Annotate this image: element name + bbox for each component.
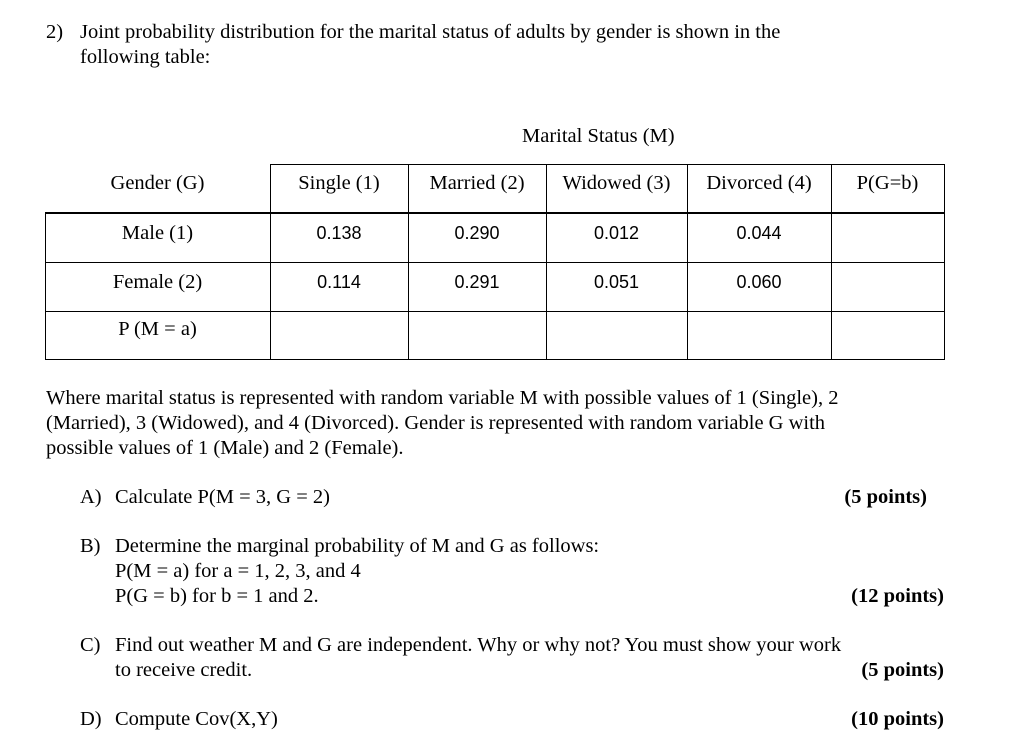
table-border-left <box>45 212 46 360</box>
part-d-points: (10 points) <box>851 708 944 730</box>
row-label-pm: P (M = a) <box>118 318 197 340</box>
part-c-points: (5 points) <box>861 659 944 681</box>
table-border-bottom <box>45 359 945 360</box>
table-cell <box>831 311 944 360</box>
col-header-married: Married (2) <box>429 172 525 194</box>
table-col-divider <box>687 164 688 360</box>
question-text-line2: following table: <box>80 46 211 68</box>
row-label-male: Male (1) <box>121 222 194 244</box>
question-text-line1: Joint probability distribution for the marital status of adults by gender is shown in the <box>80 21 781 43</box>
table-cell <box>408 311 546 360</box>
part-c-text: Find out weather M and G are independent. Why or why not? You must show your work <box>115 634 842 656</box>
table-cell: 0.060 <box>736 272 782 292</box>
table-cell: 0.290 <box>454 223 500 243</box>
description-line1: Where marital status is represented with random variable M with possible values of 1 (Single), 2 <box>46 387 839 409</box>
description-line2: (Married), 3 (Widowed), and 4 (Divorced). Gender is represented with random variable G with <box>46 412 826 434</box>
table-cell <box>831 262 944 311</box>
table-cell: 0.044 <box>736 223 782 243</box>
table-cell: 0.051 <box>593 272 640 292</box>
part-b-text: Determine the marginal probability of M and G as follows: <box>115 535 600 557</box>
table-cell: 0.114 <box>317 272 361 292</box>
table-cell: 0.138 <box>316 223 362 243</box>
row-header-label: Gender (G) <box>110 172 205 194</box>
table-cell <box>546 311 687 360</box>
part-b-sub1: P(M = a) for a = 1, 2, 3, and 4 <box>115 560 361 582</box>
col-header-single: Single (1) <box>298 172 380 194</box>
part-a-letter: A) <box>80 486 102 508</box>
row-label-female: Female (2) <box>112 271 203 293</box>
table-rule <box>45 262 945 263</box>
col-header-pgb: P(G=b) <box>856 172 919 194</box>
table-cell: 0.012 <box>593 223 640 243</box>
table-group-header: Marital Status (M) <box>522 125 675 147</box>
table-border-right <box>944 164 945 360</box>
part-a-text: Calculate P(M = 3, G = 2) <box>115 486 330 508</box>
part-c-letter: C) <box>80 634 101 656</box>
table-rule <box>45 212 945 214</box>
part-b-letter: B) <box>80 535 101 557</box>
col-header-divorced: Divorced (4) <box>706 172 812 194</box>
table-cell <box>687 311 831 360</box>
table-border-top <box>270 164 945 165</box>
part-b-sub2: P(G = b) for b = 1 and 2. <box>115 585 319 607</box>
part-a-points: (5 points) <box>844 486 927 508</box>
part-d-letter: D) <box>80 708 102 730</box>
table-col-divider <box>831 164 832 360</box>
question-number: 2) <box>46 21 64 43</box>
table-col-divider <box>408 164 409 360</box>
part-d-text: Compute Cov(X,Y) <box>115 708 278 730</box>
description-line3: possible values of 1 (Male) and 2 (Female). <box>46 437 404 459</box>
part-b-points: (12 points) <box>851 585 944 607</box>
col-header-widowed: Widowed (3) <box>562 172 671 194</box>
table-cell <box>270 311 408 360</box>
table-cell: 0.291 <box>454 272 500 292</box>
table-col-divider <box>270 164 271 360</box>
table-rule <box>45 311 945 312</box>
table-col-divider <box>546 164 547 360</box>
table-cell <box>831 213 944 262</box>
part-c-text2: to receive credit. <box>115 659 253 681</box>
